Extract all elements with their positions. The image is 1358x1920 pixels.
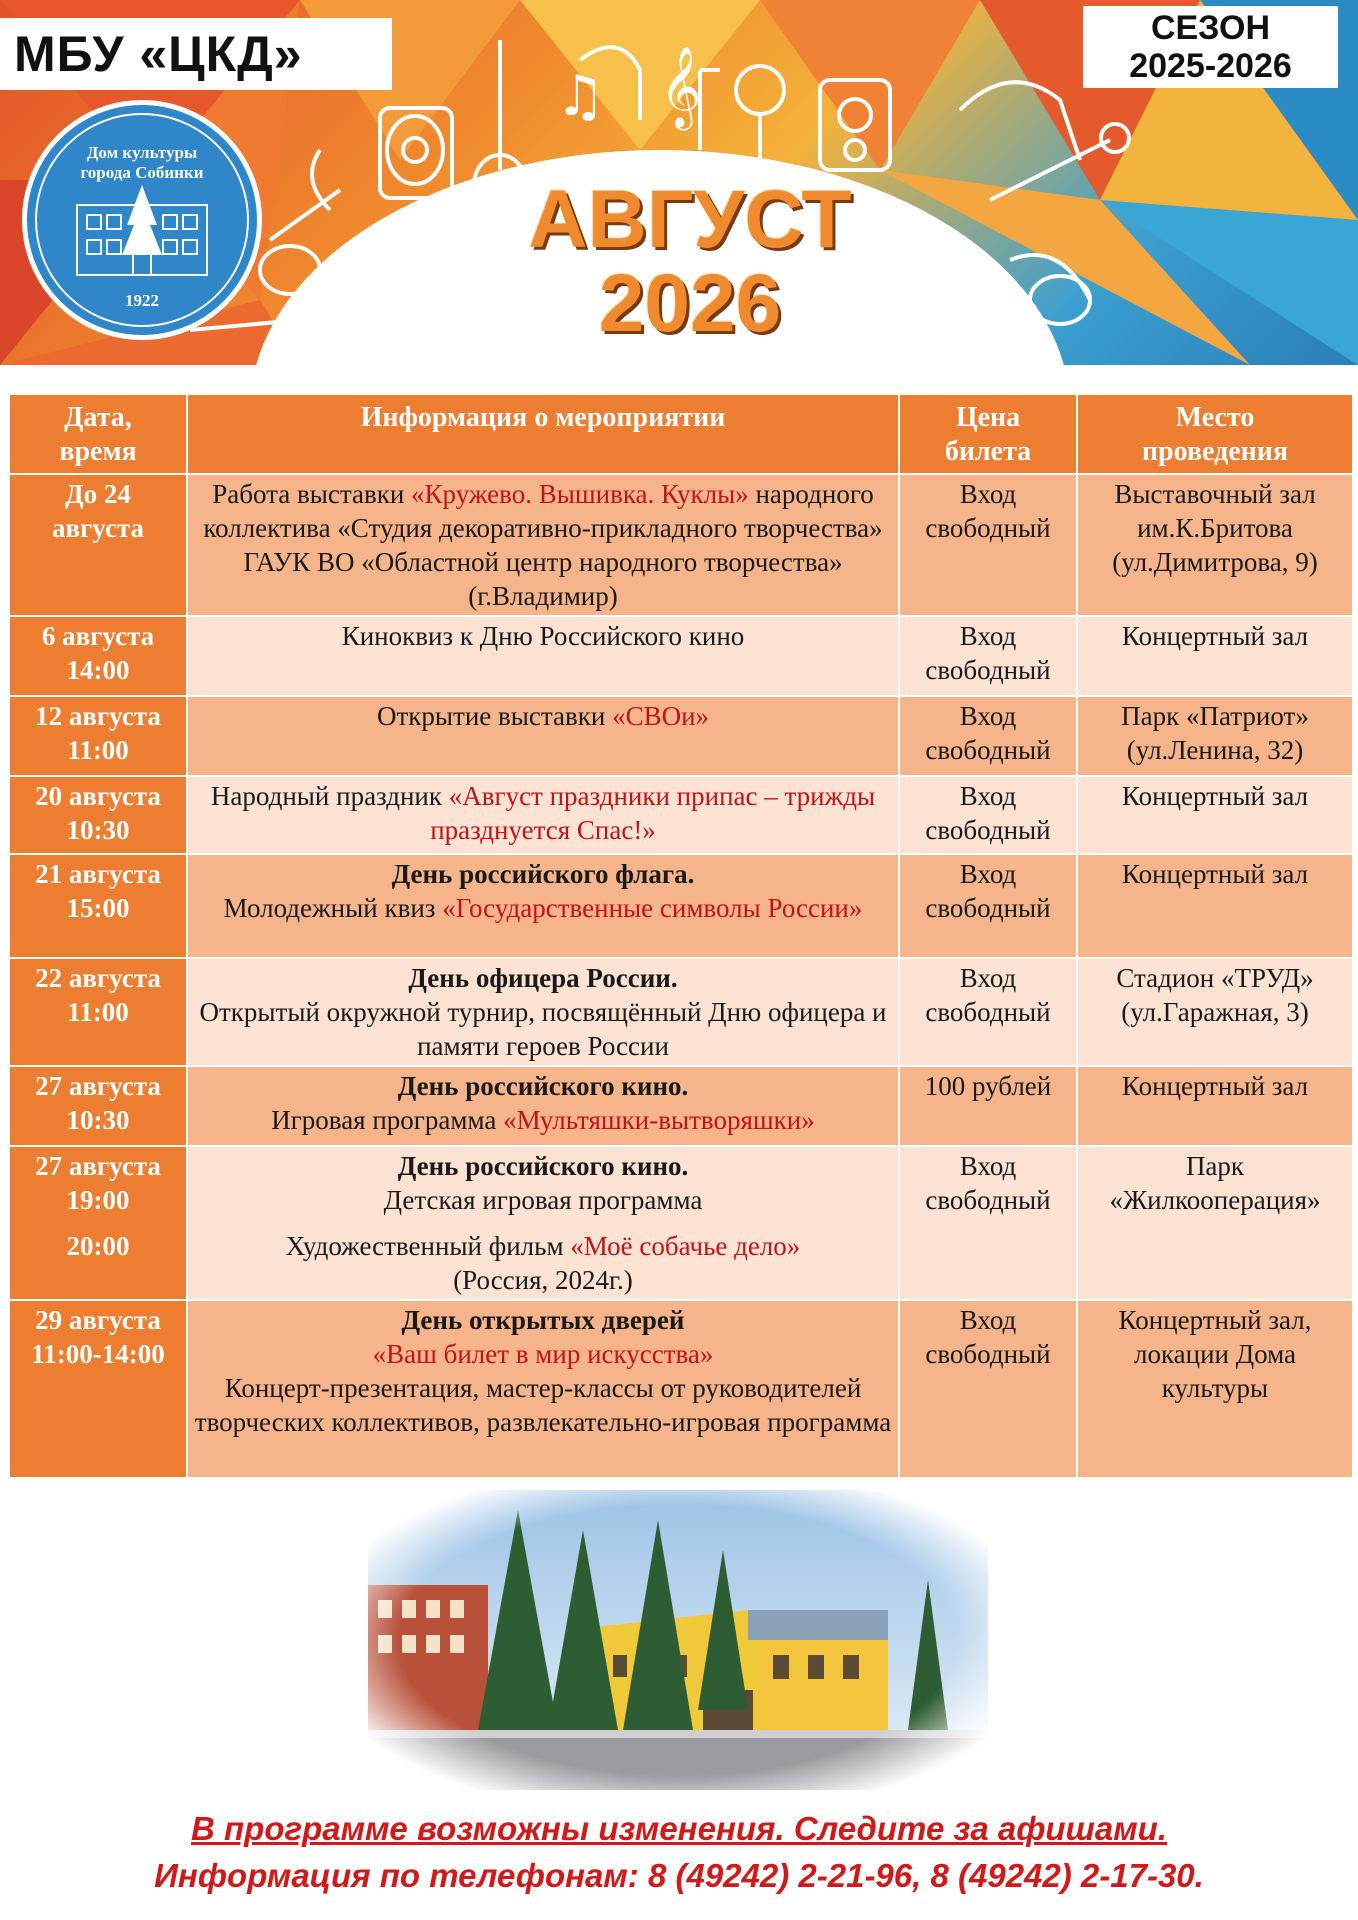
month-name: АВГУСТ xyxy=(528,174,852,265)
event-info: Открытие выставки «СВОи» xyxy=(187,696,899,776)
table-row xyxy=(9,1146,1353,1300)
org-name: МБУ «ЦКД» xyxy=(14,26,303,82)
event-place: Концертный зал xyxy=(1077,1066,1353,1146)
event-title: «Государственные символы России» xyxy=(442,893,863,923)
schedule-changes-notice: В программе возможны изменения. Следите за афишами. xyxy=(191,1810,1167,1847)
event-info: Народный праздник «Август праздники припас – трижды празднуется Спас!» xyxy=(187,776,899,854)
event-date: 21 августа 15:00 xyxy=(9,854,187,958)
event-place: Концертный зал xyxy=(1077,616,1353,696)
culture-house-logo xyxy=(22,100,262,340)
season-box xyxy=(1083,6,1338,88)
event-title: «Кружево. Вышивка. Куклы» xyxy=(411,479,749,509)
event-info: День российского кино. Игровая программа «Мультяшки-вытворяшки» xyxy=(187,1066,899,1146)
event-occasion: День открытых дверей xyxy=(401,1305,685,1335)
logo-year: 1922 xyxy=(125,291,159,310)
logo-line-2: города Собинки xyxy=(80,163,204,182)
month-title xyxy=(470,174,910,349)
event-date: 20 августа 10:30 xyxy=(9,776,187,854)
table-row xyxy=(9,616,1353,696)
event-title: «Мультяшки-вытворяшки» xyxy=(503,1105,815,1135)
event-occasion: День российского кино. xyxy=(397,1071,689,1101)
season-label: СЕЗОН xyxy=(1150,9,1271,47)
event-price: Вход свободный xyxy=(899,1300,1077,1478)
event-date: 27 августа 19:00 20:00 xyxy=(9,1146,187,1300)
event-place: Концертный зал, локации Дома культуры xyxy=(1077,1300,1353,1478)
event-date: 29 августа 11:00-14:00 xyxy=(9,1300,187,1478)
event-info: День российского кино. Детская игровая программа Художественный фильм «Моё собачье дело» (Россия, 2024г.) xyxy=(187,1146,899,1300)
event-price: Вход свободный xyxy=(899,776,1077,854)
event-place: Парк «Жилкооперация» xyxy=(1077,1146,1353,1300)
culture-house-photo xyxy=(368,1490,988,1790)
header-banner xyxy=(0,0,1358,365)
event-date: 12 августа 11:00 xyxy=(9,696,187,776)
event-price: Вход свободный xyxy=(899,616,1077,696)
event-place: Парк «Патриот» (ул.Ленина, 32) xyxy=(1077,696,1353,776)
event-price: Вход свободный xyxy=(899,854,1077,958)
table-row xyxy=(9,1066,1353,1146)
event-info: Работа выставки «Кружево. Вышивка. Куклы» народного коллектива «Студия декоративно-прикладного творчества» ГАУК ВО «Областной центр народного творчества» (г.Владимир) xyxy=(187,474,899,616)
logo-line-1: Дом культуры xyxy=(86,143,198,162)
event-title: «Ваш билет в мир искусства» xyxy=(372,1339,714,1369)
event-price: Вход свободный xyxy=(899,696,1077,776)
header-date: Дата, время xyxy=(9,394,187,474)
event-info: День открытых дверей «Ваш билет в мир искусства» Концерт-презентация, мастер-классы от руководителей творческих коллективов, развлекательно-игровая программа xyxy=(187,1300,899,1478)
event-occasion: День российского кино. xyxy=(397,1151,689,1181)
header-info: Информация о мероприятии xyxy=(187,394,899,474)
event-price: Вход свободный xyxy=(899,474,1077,616)
event-price: 100 рублей xyxy=(899,1066,1077,1146)
event-occasion: День российского флага. xyxy=(391,859,695,889)
event-place: Выставочный зал им.К.Бритова (ул.Димитрова, 9) xyxy=(1077,474,1353,616)
table-header-row xyxy=(9,394,1353,474)
event-price: Вход свободный xyxy=(899,958,1077,1066)
event-place: Концертный зал xyxy=(1077,854,1353,958)
event-title: «Август праздники припас – трижды празднуется Спас!» xyxy=(430,781,876,845)
event-date: 6 августа 14:00 xyxy=(9,616,187,696)
event-place: Стадион «ТРУД» (ул.Гаражная, 3) xyxy=(1077,958,1353,1066)
event-price: Вход свободный xyxy=(899,1146,1077,1300)
table-row xyxy=(9,1300,1353,1478)
table-row xyxy=(9,958,1353,1066)
event-info: День офицера России. Открытый окружной турнир, посвящённый Дню офицера и памяти героев России xyxy=(187,958,899,1066)
org-name-box xyxy=(0,18,392,90)
building-icon xyxy=(67,185,217,285)
events-schedule-table xyxy=(8,393,1354,1479)
event-place: Концертный зал xyxy=(1077,776,1353,854)
event-date: 27 августа 10:30 xyxy=(9,1066,187,1146)
svg-text:♫: ♫ xyxy=(555,64,606,129)
month-year: 2026 xyxy=(598,258,782,349)
svg-text:𝄞: 𝄞 xyxy=(660,45,702,127)
contact-phones: Информация по телефонам: 8 (49242) 2-21-96, 8 (49242) 2-17-30. xyxy=(154,1857,1204,1894)
event-occasion: День офицера России. xyxy=(408,963,678,993)
table-row xyxy=(9,696,1353,776)
event-title: «СВОи» xyxy=(612,701,710,731)
event-date: 22 августа 11:00 xyxy=(9,958,187,1066)
header-place: Место проведения xyxy=(1077,394,1353,474)
table-row xyxy=(9,776,1353,854)
event-title: «Моё собачье дело» xyxy=(570,1231,801,1261)
table-row xyxy=(9,474,1353,616)
table-row xyxy=(9,854,1353,958)
event-info: Киноквиз к Дню Российского кино xyxy=(187,616,899,696)
header-price: Цена билета xyxy=(899,394,1077,474)
event-date: До 24 августа xyxy=(9,474,187,616)
event-info: День российского флага. Молодежный квиз «Государственные символы России» xyxy=(187,854,899,958)
season-years: 2025-2026 xyxy=(1129,47,1292,85)
